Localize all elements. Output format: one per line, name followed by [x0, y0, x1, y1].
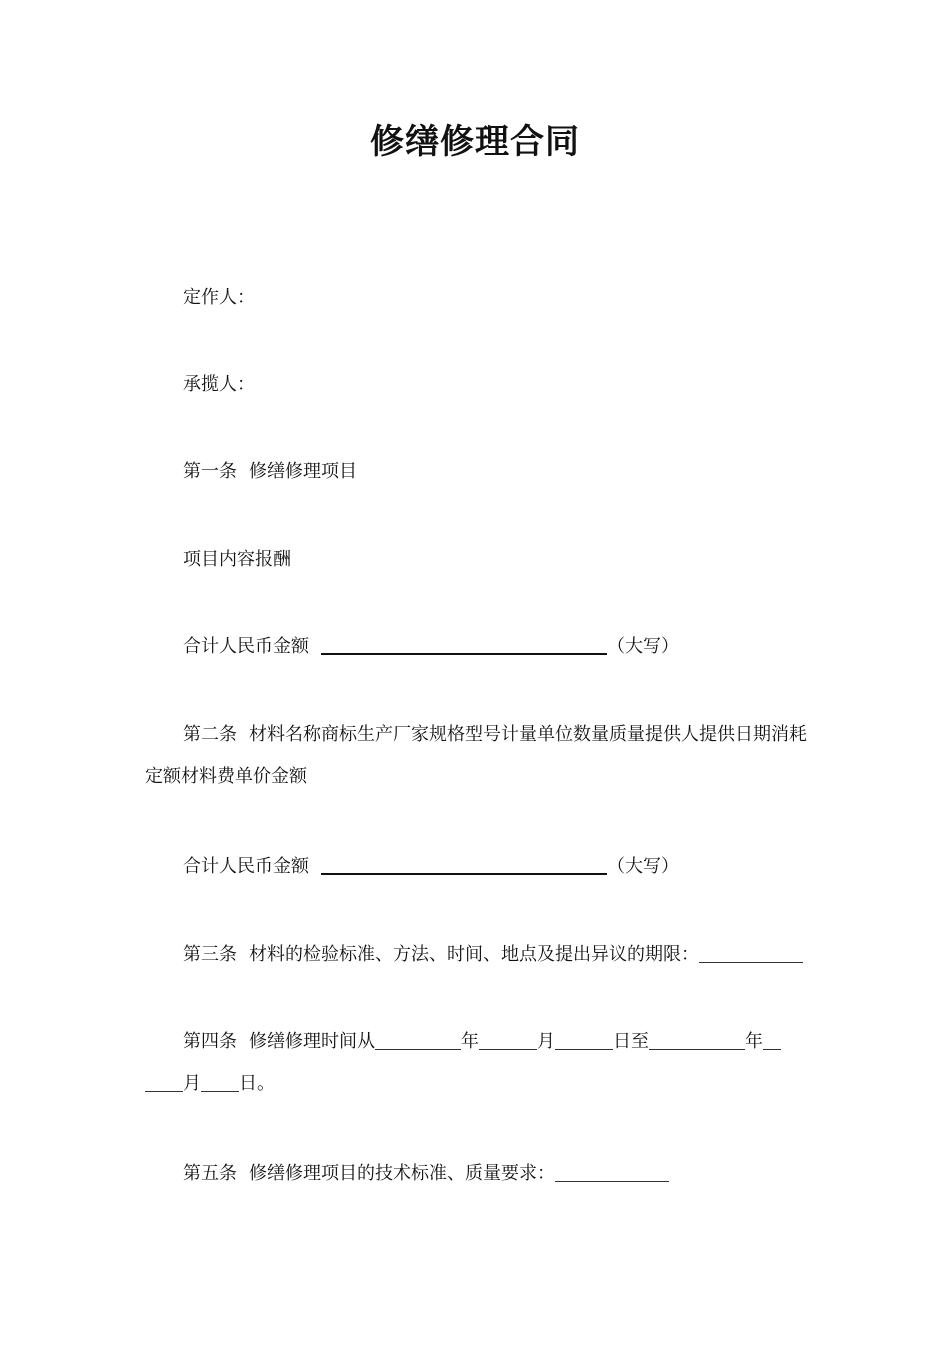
article-1-total-suffix: （大写） [607, 636, 679, 657]
article-1-heading [145, 451, 810, 493]
article-4-month2: 月 [183, 1073, 201, 1094]
article-4-year1: 年 [461, 1031, 479, 1052]
article-4-prefix: 修缮修理时间从 [249, 1031, 375, 1052]
article-1-total-line [145, 626, 810, 668]
article-2-total-blank[interactable] [321, 855, 607, 875]
article-4-end-month-blank-a[interactable] [763, 1031, 781, 1050]
article-4-year2: 年 [745, 1031, 763, 1052]
article-4-end-month-blank-b[interactable] [145, 1073, 183, 1092]
article-3-number: 第三条 [183, 944, 237, 965]
article-2-text [145, 714, 810, 798]
article-1-total-blank[interactable] [321, 635, 607, 655]
document-title: 修缮修理合同 [370, 122, 580, 162]
article-1-columns-text: 项目内容报酬 [183, 549, 291, 570]
article-4-start-year-blank[interactable] [375, 1031, 461, 1050]
article-3-blank[interactable] [699, 944, 803, 963]
article-5-text: 修缮修理项目的技术标准、质量要求： [249, 1163, 555, 1184]
party-b-line [145, 364, 810, 406]
article-5-line [145, 1153, 810, 1195]
party-a-label: 定作人： [183, 287, 255, 308]
article-4-number: 第四条 [183, 1031, 237, 1052]
article-5-number: 第五条 [183, 1163, 237, 1184]
article-3-line [145, 934, 810, 976]
article-1-columns [145, 539, 810, 581]
article-4-start-month-blank[interactable] [479, 1031, 537, 1050]
article-4-day-to: 日至 [613, 1031, 649, 1052]
article-4-start-day-blank[interactable] [555, 1031, 613, 1050]
party-a-line [145, 277, 810, 319]
article-4-month1: 月 [537, 1031, 555, 1052]
article-2-total-suffix: （大写） [607, 856, 679, 877]
article-2-total-label: 合计人民币金额 [183, 856, 309, 877]
article-4-day-end: 日。 [239, 1073, 275, 1094]
article-4-end-year-blank[interactable] [649, 1031, 745, 1050]
article-3-text: 材料的检验标准、方法、时间、地点及提出异议的期限： [249, 944, 699, 965]
article-4-text [145, 1021, 810, 1105]
article-4-end-day-blank[interactable] [201, 1073, 239, 1092]
party-b-label: 承揽人： [183, 374, 255, 395]
article-2-line1: 材料名称商标生产厂家规格型号计量单位数量质量提供人提供日 [249, 724, 753, 745]
article-2-total-line [145, 846, 810, 888]
article-5-blank[interactable] [555, 1163, 669, 1182]
article-1-title: 修缮修理项目 [249, 461, 357, 482]
article-1-number: 第一条 [183, 461, 237, 482]
article-2-number: 第二条 [183, 724, 237, 745]
article-1-total-label: 合计人民币金额 [183, 636, 309, 657]
article-2-line2: 期消耗定额材料费单价金额 [145, 724, 807, 787]
